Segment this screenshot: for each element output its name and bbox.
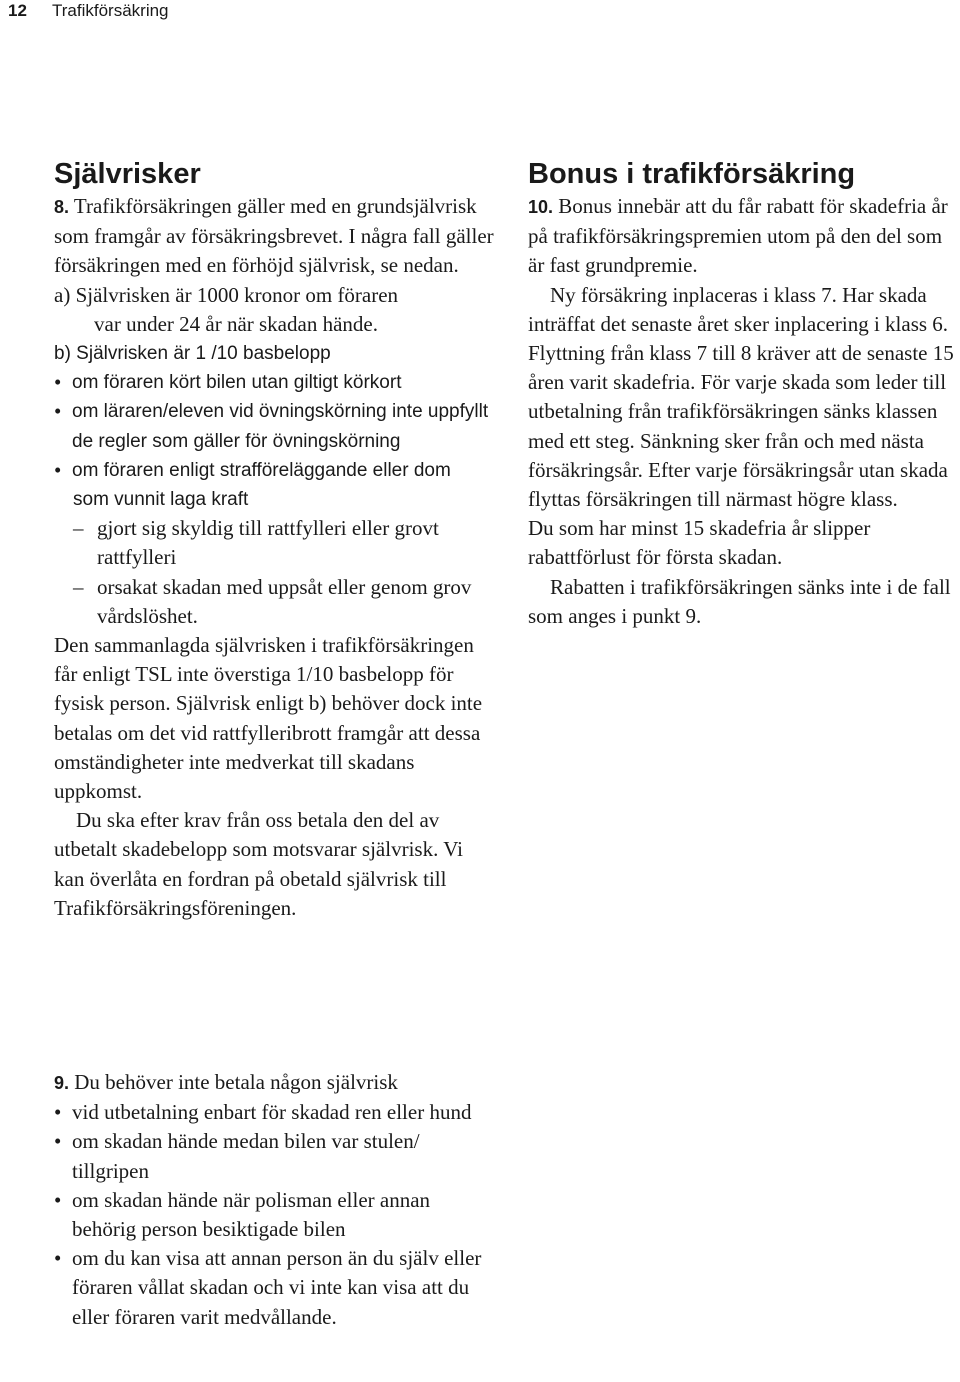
bullet-text: om du kan visa att annan person än du själv eller föraren vållat skadan och vi inte kan visa att du eller föraren varit medvållande.: [72, 1246, 482, 1329]
bullet-text: om föraren kört bilen utan giltigt körkort: [72, 372, 402, 394]
list-item: [54, 1098, 494, 1127]
section-number-10: 10.: [528, 197, 554, 217]
paragraph-discount: Rabatten i trafikförsäkringen sänks inte i de fall som anges i punkt 9.: [528, 574, 951, 628]
right-column: [528, 156, 958, 631]
bullet-icon: •: [54, 1100, 62, 1125]
list-item: [54, 368, 494, 397]
paragraph-payment: Du ska efter krav från oss betala den del av utbetalt skadebelopp som motsvarar självrisk. Vi kan överlåta en fordran på obetald självrisk till Trafikförsäkringsföreningen.: [54, 808, 463, 920]
bullet-icon: •: [54, 399, 62, 424]
left-column-bottom: [54, 1068, 494, 1332]
dash-text: gjort sig skyldig till rattfylleri eller grovt rattfylleri: [97, 516, 439, 570]
page-number: 12: [8, 1, 27, 20]
bullet-icon: •: [54, 370, 62, 395]
bullet-icon: •: [54, 457, 62, 482]
clause-b: b) Självrisken är 1 /10 basbelopp: [54, 343, 331, 365]
bullet-icon: •: [54, 1246, 62, 1271]
section-heading-bonus: Bonus i trafikförsäkring: [528, 158, 856, 190]
dash-text: orsakat skadan med uppsåt eller genom grov vårdslöshet.: [97, 574, 472, 628]
left-column-top: [54, 156, 494, 923]
list-item: [54, 1127, 494, 1185]
paragraph-8-intro: [54, 192, 494, 281]
paragraph-15-years: Du som har minst 15 skadefria år slipper rabattförlust för första skadan.: [528, 516, 871, 570]
paragraph-classes: Ny försäkring inplaceras i klass 7. Har skada inträffat det senaste året sker inplacering i klass 6. Flyttning från klass 7 till 8 kräver att de senaste 15 åren varit skadefria. För varje skada som leder till utbetalning från trafikförsäkringen sänks klassen med ett steg. Sänkning sker från och med nästa försäkringsår. Efter varje försäkringsår utan skada flyttas försäkringen till närmast högre klass.: [528, 282, 954, 512]
list-item: [54, 514, 494, 572]
list-item: [54, 573, 494, 631]
paragraph-9-text: Du behöver inte betala någon självrisk: [74, 1070, 398, 1094]
dash-icon: –: [73, 574, 84, 599]
running-title: Trafikförsäkring: [52, 1, 169, 20]
clause-a-continuation: var under 24 år när skadan hände.: [94, 311, 378, 336]
bullet-icon: •: [54, 1187, 62, 1212]
section-number-8: 8.: [54, 197, 70, 217]
list-item: [54, 397, 494, 455]
bullet-text: om föraren enligt strafföreläggande eller dom: [72, 459, 451, 481]
bullet-text: om läraren/eleven vid övningskörning inte uppfyllt de regler som gäller för övningskörning: [72, 401, 489, 452]
paragraph-9-intro: [54, 1068, 494, 1098]
paragraph-8-text: Trafikförsäkringen gäller med en grundsjälvrisk som framgår av försäkringsbrevet. I några fall gäller försäkringen med en förhöjd självrisk, se nedan.: [54, 194, 494, 278]
list-item: [54, 456, 494, 485]
clause-a: a) Självrisken är 1000 kronor om föraren: [54, 282, 399, 307]
bullet-text: vid utbetalning enbart för skadad ren eller hund: [72, 1100, 472, 1125]
clause-b-continuation: som vunnit laga kraft: [73, 489, 249, 511]
section-number-9: 9.: [54, 1073, 70, 1093]
list-item: [54, 1186, 494, 1244]
list-item: [54, 1244, 494, 1332]
paragraph-10-text: Bonus innebär att du får rabatt för skadefria år på trafikförsäkringspremien utom på den del som är fast grundpremie.: [528, 194, 948, 278]
dash-icon: –: [73, 516, 84, 541]
section-heading-sjalvrisker: Självrisker: [54, 158, 201, 190]
bullet-text: om skadan hände när polisman eller annan behörig person besiktigade bilen: [72, 1187, 431, 1242]
paragraph-total-deductible: Den sammanlagda självrisken i trafikförsäkringen får enligt TSL inte överstiga 1/10 basbelopp för fysisk person. Självrisk enligt b) behöver dock inte betalas om det vid rattfylleribrott framgår att dessa omständigheter inte medverkat till skadans uppkomst.: [54, 633, 483, 804]
bullet-icon: •: [54, 1129, 62, 1154]
bullet-text: om skadan hände medan bilen var stulen/ tillgripen: [72, 1129, 420, 1183]
paragraph-10-intro: [528, 192, 958, 281]
